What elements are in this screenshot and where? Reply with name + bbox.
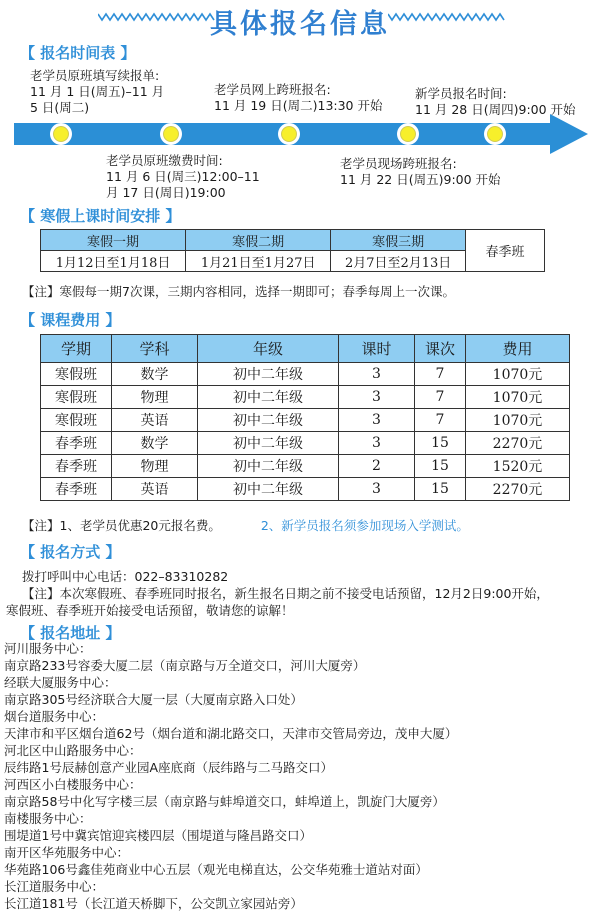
list-item: 辰纬路1号辰赫创意产业园A座底商（辰纬路与二马路交口） [4,760,334,775]
timeline-item-1: 老学员原班填写续报单: 11 月 1 日(周五)–11 月 5 日(周二) [30,68,165,115]
fee-header: 学期 [41,335,112,363]
fee-header: 费用 [466,335,570,363]
timeline-dot-1 [50,123,72,145]
section-winter-class: 【 寒假上课时间安排 】 [20,207,181,225]
method-note-2: 寒假班、春季班开始接受电话预留，敬请您的谅解！ [6,603,294,618]
address-list [4,640,598,912]
list-item: 烟台道服务中心： [4,709,105,724]
list-item: 华苑路106号鑫佳苑商业中心五层（观光电梯直达，公交华苑雅士道站对面） [4,862,428,877]
winter-note: 【注】寒假每一期7次课，三期内容相同，选择一期即可；春季每周上一次课。 [22,284,455,299]
winter-date: 1月12日至1月18日 [41,251,186,272]
phone-line: 拨打呼叫中心电话：022–83310282 [22,569,229,584]
method-note-1: 【注】本次寒假班、春季班同时报名，新生报名日期之前不接受电话预留，12月2日9:00开始， [22,586,549,601]
spring-class-cell: 春季班 [466,230,545,272]
list-item: 经联大厦服务中心： [4,675,117,690]
page-title: 具体报名信息 [210,9,390,40]
section-fees: 【 课程费用 】 [20,311,121,329]
list-item: 南开区华苑服务中心： [4,845,130,860]
fee-header: 学科 [112,335,198,363]
list-item: 河北区中山路服务中心： [4,743,142,758]
list-item: 南楼服务中心： [4,811,92,826]
list-item: 南京路305号经济联合大厦一层（大厦南京路入口处） [4,692,303,707]
list-item: 围堤道1号中冀宾馆迎宾楼四层（围堤道与隆昌路交口） [4,828,312,843]
winter-date: 1月21日至1月27日 [186,251,331,272]
fee-header: 年级 [198,335,339,363]
winter-header: 寒假一期 [41,230,186,251]
section-schedule: 【 报名时间表 】 [20,44,136,62]
timeline-dot-4 [397,123,419,145]
list-item: 长江道181号（长江道天桥脚下，公交凯立家园站旁） [4,896,303,911]
timeline-item-2: 老学员原班缴费时间: 11 月 6 日(周三)12:00–11 月 17 日(周日)19:00 [106,153,260,200]
table-row: 春季班 数学 初中二年级 3 15 2270元 [41,432,570,455]
fee-header: 课次 [415,335,466,363]
list-item: 长江道服务中心： [4,879,105,894]
winter-schedule-table [40,229,545,272]
timeline-item-5: 新学员报名时间: 11 月 28 日(周四)9:00 开始 [415,86,576,117]
table-row: 春季班 物理 初中二年级 2 15 1520元 [41,455,570,478]
list-item: 南京路58号中化写字楼三层（南京路与蚌埠道交口，蚌埠道上，凯旋门大厦旁） [4,794,445,809]
section-address: 【 报名地址 】 [20,624,121,642]
winter-header: 寒假二期 [186,230,331,251]
timeline-dot-5 [484,123,506,145]
timeline-dot-3 [278,123,300,145]
table-row: 寒假班 物理 初中二年级 3 7 1070元 [41,386,570,409]
winter-date: 2月7日至2月13日 [331,251,466,272]
table-row: 寒假班 数学 初中二年级 3 7 1070元 [41,363,570,386]
list-item: 天津市和平区烟台道62号（烟台道和湖北路交口，天津市交管局旁边，茂申大厦） [4,726,458,741]
table-row: 寒假班 英语 初中二年级 3 7 1070元 [41,409,570,432]
list-item: 河川服务中心： [4,641,92,656]
fee-header: 课时 [339,335,415,363]
list-item: 南京路233号容委大厦二层（南京路与万全道交口，河川大厦旁） [4,658,366,673]
fee-table [40,334,570,501]
timeline-item-4: 老学员现场跨班报名: 11 月 22 日(周五)9:00 开始 [340,156,501,187]
fee-note: 【注】1、老学员优惠20元报名费。 2、新学员报名须参加现场入学测试。 [22,518,469,533]
timeline-dot-2 [160,123,182,145]
section-method: 【 报名方式 】 [20,543,121,561]
table-row: 春季班 英语 初中二年级 3 15 2270元 [41,478,570,501]
timeline-arrow-head [550,114,590,154]
list-item: 河西区小白楼服务中心： [4,777,142,792]
decor-zigzag-right [388,12,506,22]
winter-header: 寒假三期 [331,230,466,251]
timeline-item-3: 老学员网上跨班报名: 11 月 19 日(周二)13:30 开始 [214,82,383,113]
